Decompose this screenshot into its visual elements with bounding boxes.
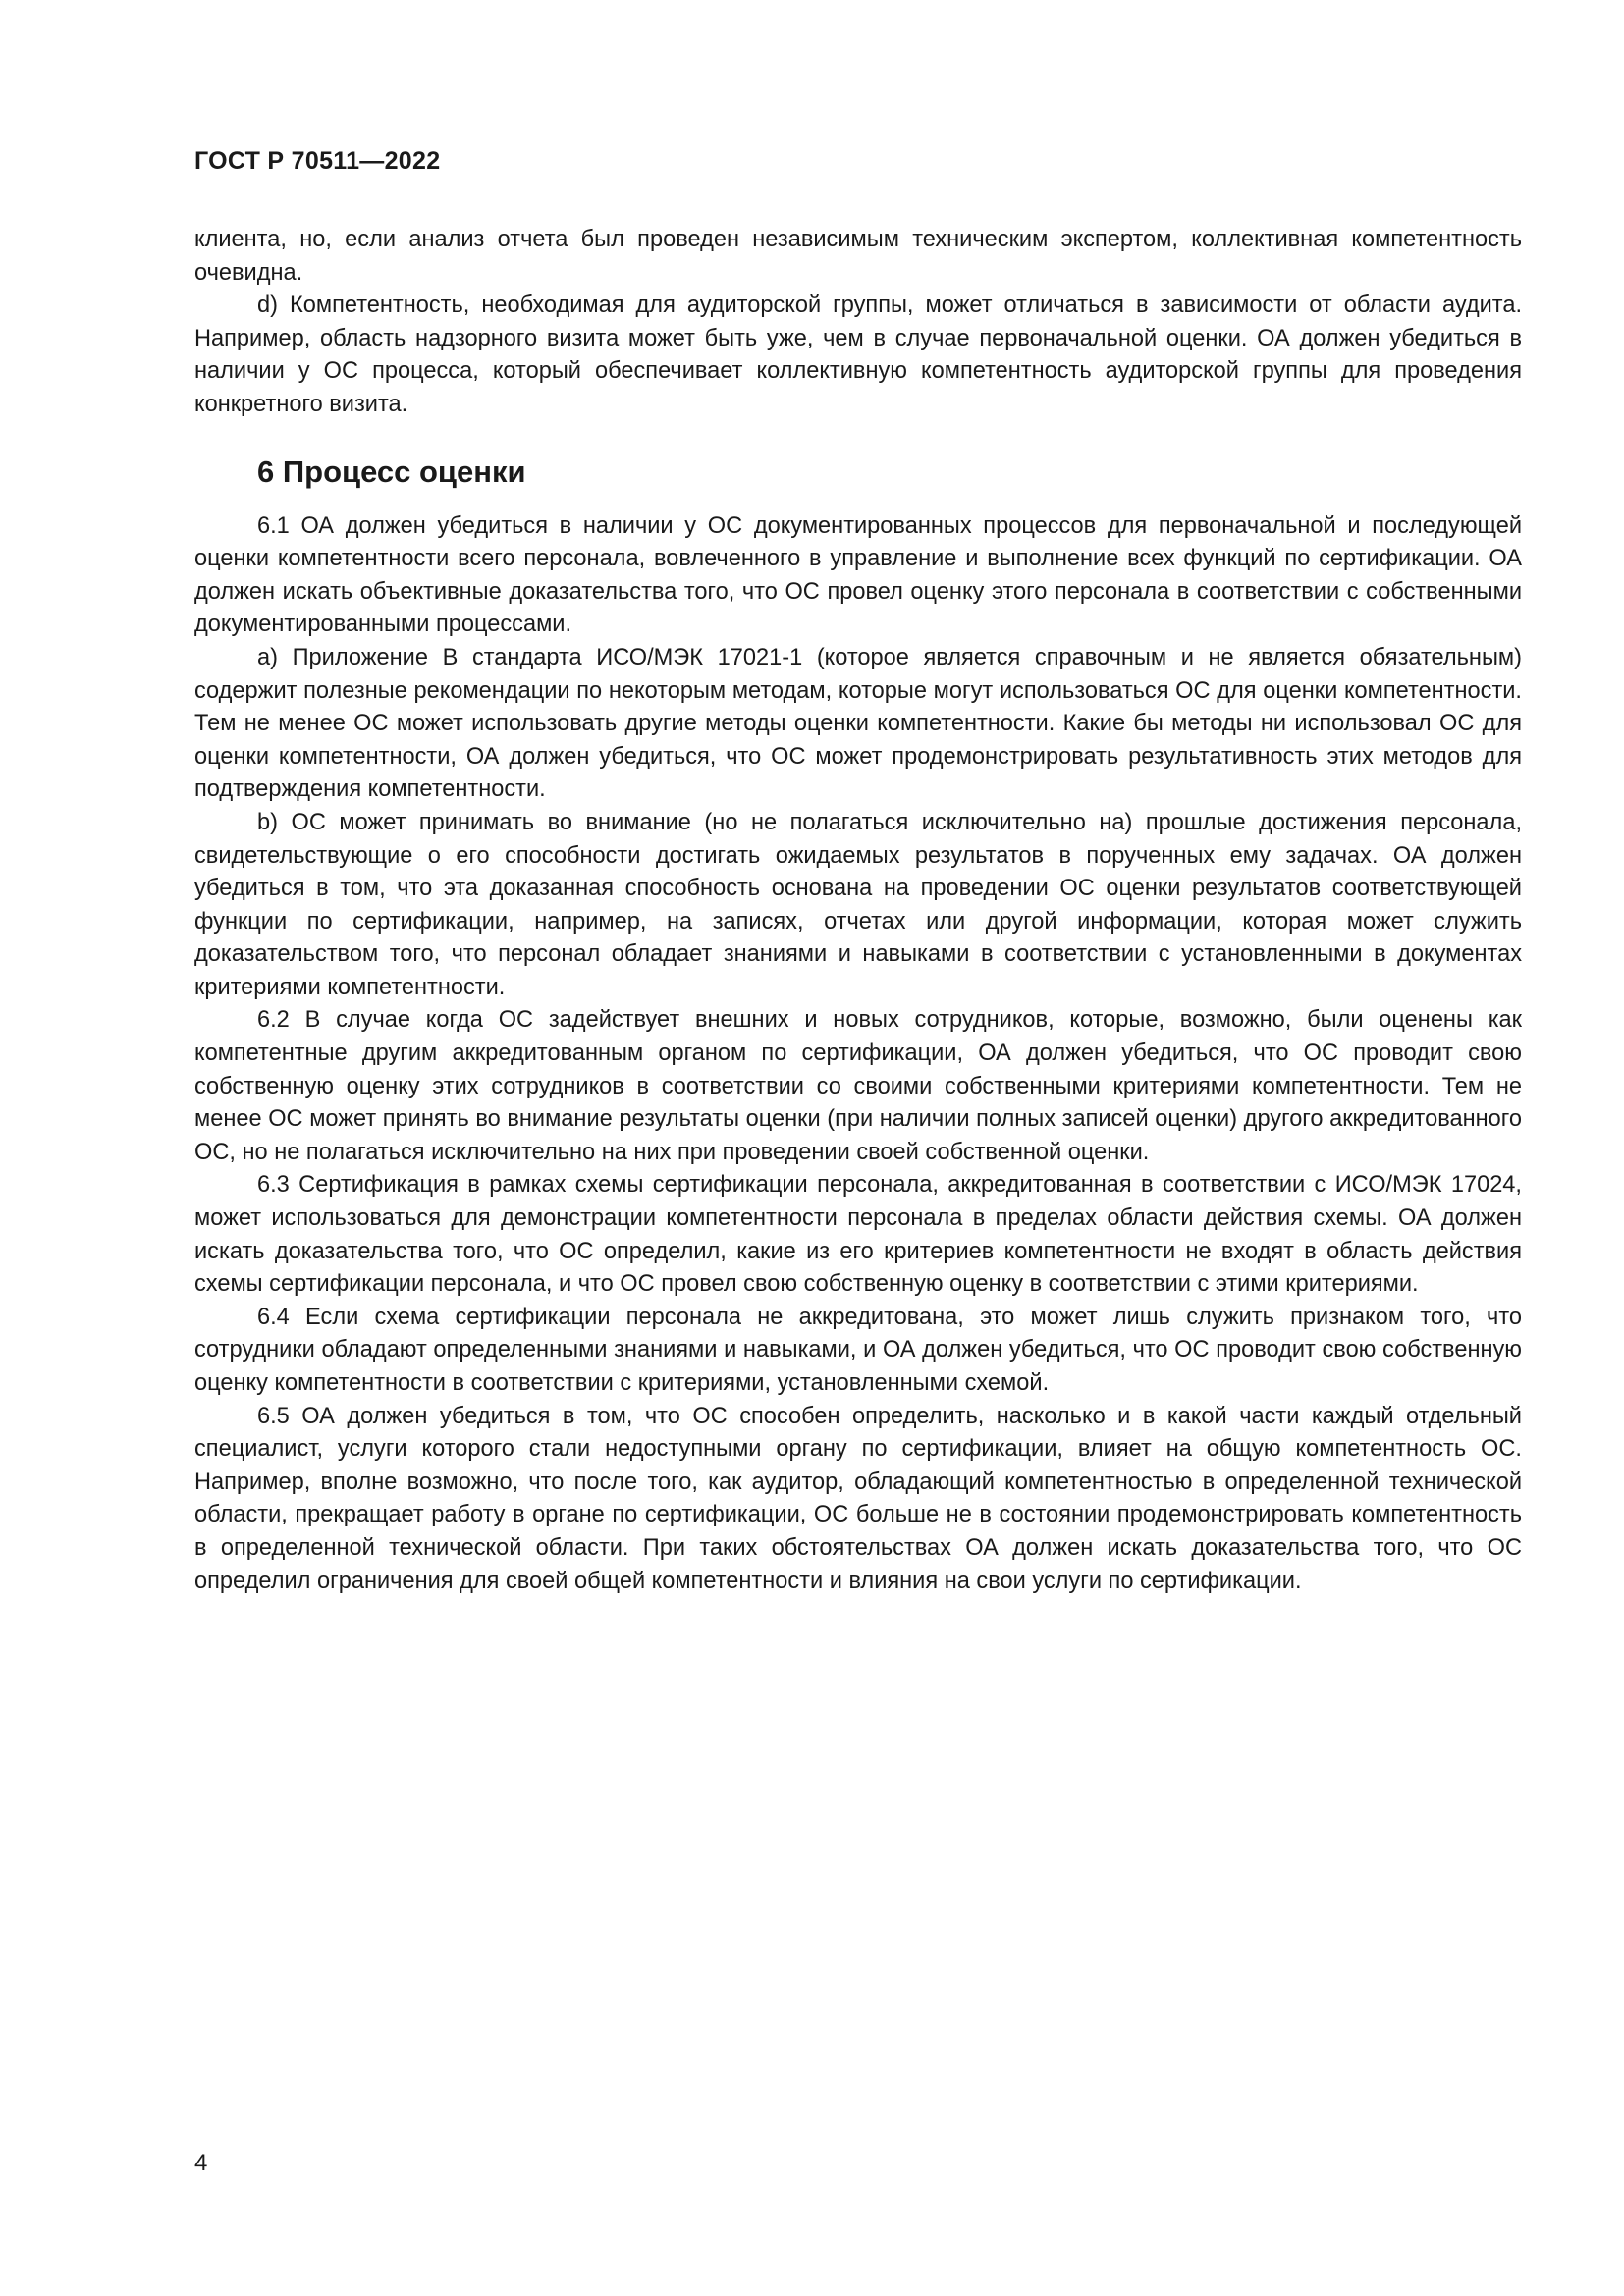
paragraph-6-1-b: b) ОС может принимать во внимание (но не полагаться исключительно на) прошлые достижения персонала, свидетельствующие о его способности достигать ожидаемых результатов в порученных ему задачах. ОА должен убедиться в том, что эта доказанная способность основана на проведении ОС оценки результатов соответствующей функции по сертификации, например, на записях, отчетах или другой информации, которая может служить доказательством того, что персонал обладает знаниями и навыками в соответствии с установленными в документах критериями компетентности. <box>194 809 1522 1000</box>
paragraph-6-3: 6.3 Сертификация в рамках схемы сертификации персонала, аккредитованная в соответствии с ИСО/МЭК 17024, может использоваться для демонстрации компетентности персонала в пределах области действия схемы. ОА должен искать доказательства того, что ОС определил, какие из его критериев компетентности не входят в область действия схемы сертификации персонала, и что ОС провел свою собственную оценку в соответствии с этими критериями. <box>194 1172 1522 1298</box>
paragraph-6-1-a: a) Приложение В стандарта ИСО/МЭК 17021-1 (которое является справочным и не является обязательным) содержит полезные рекомендации по некоторым методам, которые могут использоваться ОС для оценки компетентности. Тем не менее ОС может использовать другие методы оценки компетентности. Какие бы методы ни использовал ОС для оценки компетентности, ОА должен убедиться, что ОС может продемонстрировать результативность этих методов для подтверждения компетентности. <box>194 644 1522 803</box>
document-header: ГОСТ Р 70511—2022 <box>194 147 441 175</box>
paragraph-6-5: 6.5 ОА должен убедиться в том, что ОС способен определить, насколько и в какой части каждый отдельный специалист, услуги которого стали недоступными органу по сертификации, влияет на общую компетентность ОС. Например, вполне возможно, что после того, как аудитор, обладающий компетентностью в определенной технической области, прекращает работу в органе по сертификации, ОС больше не в состоянии продемонстрировать компетентность в определенной технической области. При таких обстоятельствах ОА должен искать доказательства того, что ОС определил ограничения для своей общей компетентности и влияния на свои услуги по сертификации. <box>194 1403 1522 1594</box>
paragraph-6-2: 6.2 В случае когда ОС задействует внешних и новых сотрудников, которые, возможно, были оценены как компетентные другим аккредитованным органом по сертификации, ОА должен убедиться, что ОС проводит свою собственную оценку этих сотрудников в соответствии со своими собственными критериями компетентности. Тем не менее ОС может принять во внимание результаты оценки (при наличии полных записей оценки) другого аккредитованного ОС, но не полагаться исключительно на них при проведении своей собственной оценки. <box>194 1007 1522 1165</box>
page-number: 4 <box>194 2150 208 2176</box>
section-title: 6 Процесс оценки <box>257 454 526 489</box>
document-body <box>194 224 1522 1598</box>
paragraph-item-d: d) Компетентность, необходимая для аудиторской группы, может отличаться в зависимости от области аудита. Например, область надзорного визита может быть уже, чем в случае первоначальной оценки. ОА должен убедиться в наличии у ОС процесса, который обеспечивает коллективную компетентность аудиторской группы для проведения конкретного визита. <box>194 293 1522 417</box>
paragraph-6-1: 6.1 ОА должен убедиться в наличии у ОС документированных процессов для первоначальной и последующей оценки компетентности всего персонала, вовлеченного в управление и выполнение всех функций по сертификации. ОА должен искать объективные доказательства того, что ОС провел оценку этого персонала в соответствии с собственными документированными процессами. <box>194 512 1522 638</box>
paragraph-6-4: 6.4 Если схема сертификации персонала не аккредитована, это может лишь служить признаком того, что сотрудники обладают определенными знаниями и навыками, и ОА должен убедиться, что ОС проводит свою собственную оценку компетентности в соответствии с критериями, установленными схемой. <box>194 1304 1522 1396</box>
paragraph-continuation: клиента, но, если анализ отчета был проведен независимым техническим экспертом, коллективная компетентность очевидна. <box>194 227 1522 286</box>
